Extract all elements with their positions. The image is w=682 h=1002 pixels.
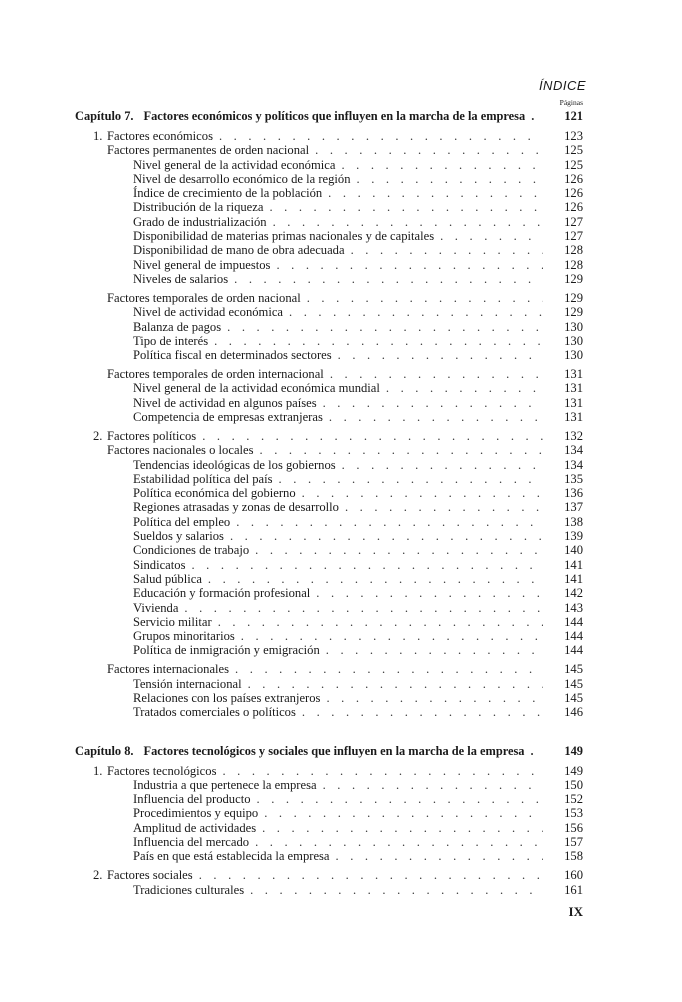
dot-leader [264, 806, 543, 820]
dot-leader [326, 691, 543, 705]
entry-text: Factores internacionales [107, 662, 230, 677]
dot-leader [255, 543, 543, 557]
dot-leader [307, 291, 543, 305]
entry-title [93, 764, 216, 778]
toc-entry[interactable] [75, 143, 583, 157]
page-number: 150 [564, 777, 583, 792]
dot-leader [323, 778, 543, 792]
dot-leader [342, 458, 543, 472]
entry-text: Influencia del producto [133, 792, 251, 807]
toc-entry[interactable] [75, 272, 583, 286]
entry-text: Factores económicos [107, 128, 213, 143]
page-number: 129 [564, 290, 583, 305]
entry-text: Política de inmigración y emigración [133, 643, 320, 658]
entry-text: Factores tecnológicos [107, 763, 217, 778]
entry-title [133, 586, 310, 600]
toc-entry[interactable] [75, 500, 583, 514]
dot-leader [235, 662, 543, 676]
dot-leader [279, 472, 543, 486]
entry-text: Nivel de actividad en algunos países [133, 395, 317, 410]
page-number: 149 [564, 743, 583, 758]
entry-title [133, 320, 221, 334]
dot-leader [248, 677, 543, 691]
dot-leader [302, 486, 543, 500]
entry-title [133, 821, 256, 835]
dot-leader [329, 410, 543, 424]
pages-column-label: Páginas [559, 98, 583, 107]
toc-entry[interactable] [75, 229, 583, 243]
entry-title [133, 200, 263, 214]
dot-leader [230, 529, 543, 543]
toc-entry[interactable] [75, 129, 583, 143]
chapter-heading[interactable] [75, 109, 583, 123]
entry-title [107, 291, 301, 305]
entry-title [107, 143, 309, 157]
entry-text: Nivel de desarrollo económico de la región [133, 171, 351, 186]
entry-title [133, 677, 242, 691]
page-number: 141 [564, 557, 583, 572]
entry-text: Condiciones de trabajo [133, 543, 250, 558]
toc-entry[interactable] [75, 868, 583, 882]
page-number: 130 [564, 333, 583, 348]
page-number: 126 [564, 171, 583, 186]
entry-text: Factores nacionales o locales [107, 443, 254, 458]
entry-title [133, 410, 323, 424]
entry-title [133, 705, 296, 719]
dot-leader [260, 443, 543, 457]
entry-text: Competencia de empresas extranjeras [133, 410, 323, 424]
page-number: 141 [564, 571, 583, 586]
page-number: 142 [564, 586, 583, 601]
dot-leader [330, 367, 543, 381]
section-number: 2. [93, 428, 103, 443]
entry-title [93, 129, 213, 143]
toc-entry[interactable] [75, 764, 583, 778]
toc-entry[interactable] [75, 215, 583, 229]
entry-title [133, 629, 235, 643]
entry-text: Educación y formación profesional [133, 586, 311, 601]
page-number: 149 [564, 763, 583, 778]
toc-entry[interactable] [75, 258, 583, 272]
entry-title [133, 778, 317, 792]
toc-entry[interactable] [75, 334, 583, 348]
entry-title [133, 381, 380, 395]
page-number: 131 [564, 395, 583, 410]
dot-leader [234, 272, 543, 286]
page-number: 127 [564, 214, 583, 229]
entry-text: Grupos minoritarios [133, 629, 235, 644]
entry-title [133, 601, 178, 615]
page-number: 156 [564, 820, 583, 835]
toc-entry[interactable] [75, 396, 583, 410]
entry-text: Salud pública [133, 571, 202, 586]
page-number: 128 [564, 243, 583, 258]
chapter-label: Capítulo 8. [75, 743, 134, 758]
entry-title [133, 515, 230, 529]
page-number: 131 [564, 410, 583, 424]
dot-leader [338, 348, 543, 362]
page-number: 127 [564, 229, 583, 244]
entry-title [133, 334, 208, 348]
toc-entry[interactable] [75, 643, 583, 657]
entry-text: Factores sociales [107, 868, 193, 883]
toc-entry[interactable] [75, 186, 583, 200]
chapter-title-text: Factores económicos y políticos que influyen en la marcha de la empresa [143, 109, 526, 123]
entry-text: Factores permanentes de orden nacional [107, 143, 310, 158]
entry-text: Nivel de actividad económica [133, 305, 284, 320]
entry-text: Procedimientos y equipo [133, 806, 259, 821]
chapter-label: Capítulo 7. [75, 109, 134, 123]
dot-leader [351, 243, 543, 257]
entry-text: Tensión internacional [133, 676, 242, 691]
entry-title [133, 272, 228, 286]
dot-leader [262, 821, 543, 835]
entry-text: Amplitud de actividades [133, 820, 257, 835]
page-number: 157 [564, 835, 583, 850]
dot-leader [236, 515, 543, 529]
entry-text: Sindicatos [133, 557, 186, 572]
page-number: 140 [564, 543, 583, 558]
dot-leader [214, 334, 543, 348]
dot-leader [219, 129, 543, 143]
page-number: 132 [564, 428, 583, 443]
dot-leader [227, 320, 543, 334]
entry-text: Factores temporales de orden nacional [107, 290, 301, 305]
page-number: 145 [564, 691, 583, 706]
dot-leader [250, 883, 543, 897]
entry-text: Tradiciones culturales [133, 882, 245, 897]
dot-leader [531, 744, 543, 758]
toc-entry[interactable] [75, 158, 583, 172]
toc-entry[interactable] [75, 883, 583, 897]
page-number: 134 [564, 443, 583, 458]
dot-leader [199, 868, 543, 882]
section-number: 1. [93, 763, 103, 778]
entry-title [133, 348, 332, 362]
toc-entry[interactable] [75, 849, 583, 863]
dot-leader [323, 396, 543, 410]
entry-text: Balanza de pagos [133, 319, 222, 334]
entry-title [133, 229, 434, 243]
folio-page-number: IX [568, 904, 583, 919]
entry-text: Nivel general de impuestos [133, 257, 271, 272]
toc-entry[interactable] [75, 486, 583, 500]
entry-text: Tendencias ideológicas de los gobiernos [133, 457, 336, 472]
entry-title [133, 806, 258, 820]
entry-title [133, 158, 335, 172]
page-number: 126 [564, 200, 583, 215]
dot-leader [184, 601, 543, 615]
entry-text: Niveles de salarios [133, 271, 229, 286]
entry-title [133, 258, 270, 272]
entry-text: Sueldos y salarios [133, 529, 224, 544]
entry-title [133, 643, 320, 657]
toc-entry[interactable] [75, 458, 583, 472]
entry-title [133, 305, 283, 319]
page-number: 143 [564, 600, 583, 615]
section-number: 2. [93, 868, 103, 883]
toc-entry[interactable] [75, 543, 583, 557]
page-number: 134 [564, 457, 583, 472]
entry-title [133, 186, 322, 200]
toc-entry[interactable] [75, 348, 583, 362]
toc-entry[interactable] [75, 821, 583, 835]
entry-text: Tratados comerciales o políticos [133, 705, 296, 720]
page-number: 121 [564, 109, 583, 123]
table-of-contents [75, 109, 583, 897]
page-number: 144 [564, 614, 583, 629]
entry-title [133, 243, 345, 257]
dot-leader [336, 849, 543, 863]
toc-entry[interactable] [75, 792, 583, 806]
dot-leader [222, 764, 543, 778]
entry-text: Estabilidad política del país [133, 471, 273, 486]
dot-leader [316, 586, 543, 600]
toc-entry[interactable] [75, 429, 583, 443]
toc-entry[interactable] [75, 367, 583, 381]
page-number: 152 [564, 792, 583, 807]
entry-title [133, 458, 336, 472]
entry-text: Servicio militar [133, 614, 212, 629]
dot-leader [202, 429, 543, 443]
dot-leader [276, 258, 543, 272]
dot-leader [257, 792, 544, 806]
dot-leader [208, 572, 543, 586]
page-number: 144 [564, 629, 583, 644]
toc-entry[interactable] [75, 705, 583, 719]
toc-entry[interactable] [75, 320, 583, 334]
page-number: 146 [564, 705, 583, 720]
entry-text: Política del empleo [133, 514, 231, 529]
entry-title [133, 396, 317, 410]
toc-entry[interactable] [75, 515, 583, 529]
toc-entry[interactable] [75, 572, 583, 586]
entry-title [133, 172, 351, 186]
entry-text: Distribución de la riqueza [133, 200, 264, 215]
entry-text: Grado de industrialización [133, 214, 267, 229]
toc-entry[interactable] [75, 305, 583, 319]
toc-entry[interactable] [75, 243, 583, 257]
dot-leader [357, 172, 543, 186]
toc-entry[interactable] [75, 291, 583, 305]
entry-text: Índice de crecimiento de la población [133, 186, 323, 201]
entry-text: Vivienda [133, 600, 179, 615]
page-number: 136 [564, 486, 583, 501]
dot-leader [341, 158, 543, 172]
entry-text: País en que está establecida la empresa [133, 849, 330, 864]
chapter-title [75, 109, 525, 123]
toc-entry[interactable] [75, 529, 583, 543]
entry-text: Factores políticos [107, 428, 197, 443]
page-number: 130 [564, 348, 583, 363]
toc-entry[interactable] [75, 172, 583, 186]
entry-text: Relaciones con los países extranjeros [133, 691, 321, 706]
page-number: 160 [564, 868, 583, 883]
toc-entry[interactable] [75, 200, 583, 214]
dot-leader [218, 615, 543, 629]
chapter-title-text: Factores tecnológicos y sociales que influyen en la marcha de la empresa [143, 743, 525, 758]
page-number: 137 [564, 500, 583, 515]
entry-title [133, 529, 224, 543]
toc-entry[interactable] [75, 601, 583, 615]
dot-leader [273, 215, 543, 229]
entry-title [133, 543, 249, 557]
entry-title [133, 558, 185, 572]
dot-leader [531, 109, 543, 123]
page-number: 126 [564, 186, 583, 201]
dot-leader [289, 305, 543, 319]
dot-leader [386, 381, 543, 395]
page-number: 139 [564, 529, 583, 544]
toc-entry[interactable] [75, 778, 583, 792]
dot-leader [315, 143, 543, 157]
dot-leader [269, 200, 543, 214]
entry-title [133, 500, 339, 514]
entry-title [133, 849, 330, 863]
page-number: 153 [564, 806, 583, 821]
entry-text: Regiones atrasadas y zonas de desarrollo [133, 500, 339, 515]
toc-entry[interactable] [75, 381, 583, 395]
page-number: 138 [564, 514, 583, 529]
dot-leader [328, 186, 543, 200]
page-number: 125 [564, 143, 583, 158]
entry-text: Nivel general de la actividad económica mundial [133, 381, 380, 396]
page-number: 145 [564, 676, 583, 691]
toc-entry[interactable] [75, 835, 583, 849]
page-number: 128 [564, 257, 583, 272]
page-number: 129 [564, 305, 583, 320]
page-number: 129 [564, 271, 583, 286]
toc-entry[interactable] [75, 629, 583, 643]
dot-leader [345, 500, 543, 514]
entry-title [133, 572, 202, 586]
entry-title [133, 883, 244, 897]
dot-leader [302, 705, 543, 719]
chapter-heading[interactable] [75, 744, 583, 758]
toc-entry[interactable] [75, 410, 583, 424]
dot-leader [191, 558, 543, 572]
toc-entry[interactable] [75, 615, 583, 629]
entry-title [93, 868, 193, 882]
dot-leader [255, 835, 543, 849]
page-number: 130 [564, 319, 583, 334]
entry-title [133, 792, 251, 806]
chapter-title [75, 744, 525, 758]
entry-text: Política económica del gobierno [133, 486, 296, 501]
toc-entry[interactable] [75, 558, 583, 572]
toc-entry[interactable] [75, 677, 583, 691]
page-number: 161 [564, 882, 583, 897]
toc-entry[interactable] [75, 586, 583, 600]
entry-text: Industria a que pertenece la empresa [133, 777, 317, 792]
toc-entry[interactable] [75, 806, 583, 820]
toc-entry[interactable] [75, 443, 583, 457]
dot-leader [326, 643, 543, 657]
entry-title [133, 215, 267, 229]
dot-leader [440, 229, 543, 243]
page-number: 135 [564, 471, 583, 486]
toc-entry[interactable] [75, 472, 583, 486]
entry-text: Influencia del mercado [133, 835, 250, 850]
entry-text: Disponibilidad de materias primas nacionales y de capitales [133, 229, 435, 244]
entry-text: Política fiscal en determinados sectores [133, 348, 332, 363]
entry-text: Disponibilidad de mano de obra adecuada [133, 243, 345, 258]
entry-title [107, 367, 324, 381]
entry-title [107, 662, 229, 676]
page-number: 123 [564, 128, 583, 143]
entry-title [133, 835, 249, 849]
entry-title [133, 472, 273, 486]
entry-title [133, 691, 320, 705]
section-number: 1. [93, 128, 103, 143]
page-number: 158 [564, 849, 583, 864]
entry-text: Factores temporales de orden internacional [107, 367, 324, 382]
page-number: 144 [564, 643, 583, 658]
toc-entry[interactable] [75, 662, 583, 676]
dot-leader [241, 629, 543, 643]
entry-text: Nivel general de la actividad económica [133, 157, 336, 172]
entry-text: Tipo de interés [133, 333, 209, 348]
entry-title [107, 443, 254, 457]
page-number: 125 [564, 157, 583, 172]
entry-title [93, 429, 196, 443]
entry-title [133, 486, 296, 500]
page-number: 145 [564, 662, 583, 677]
page-number: 131 [564, 381, 583, 396]
toc-entry[interactable] [75, 691, 583, 705]
entry-title [133, 615, 212, 629]
index-heading: ÍNDICE [538, 78, 586, 93]
page-number: 131 [564, 367, 583, 382]
